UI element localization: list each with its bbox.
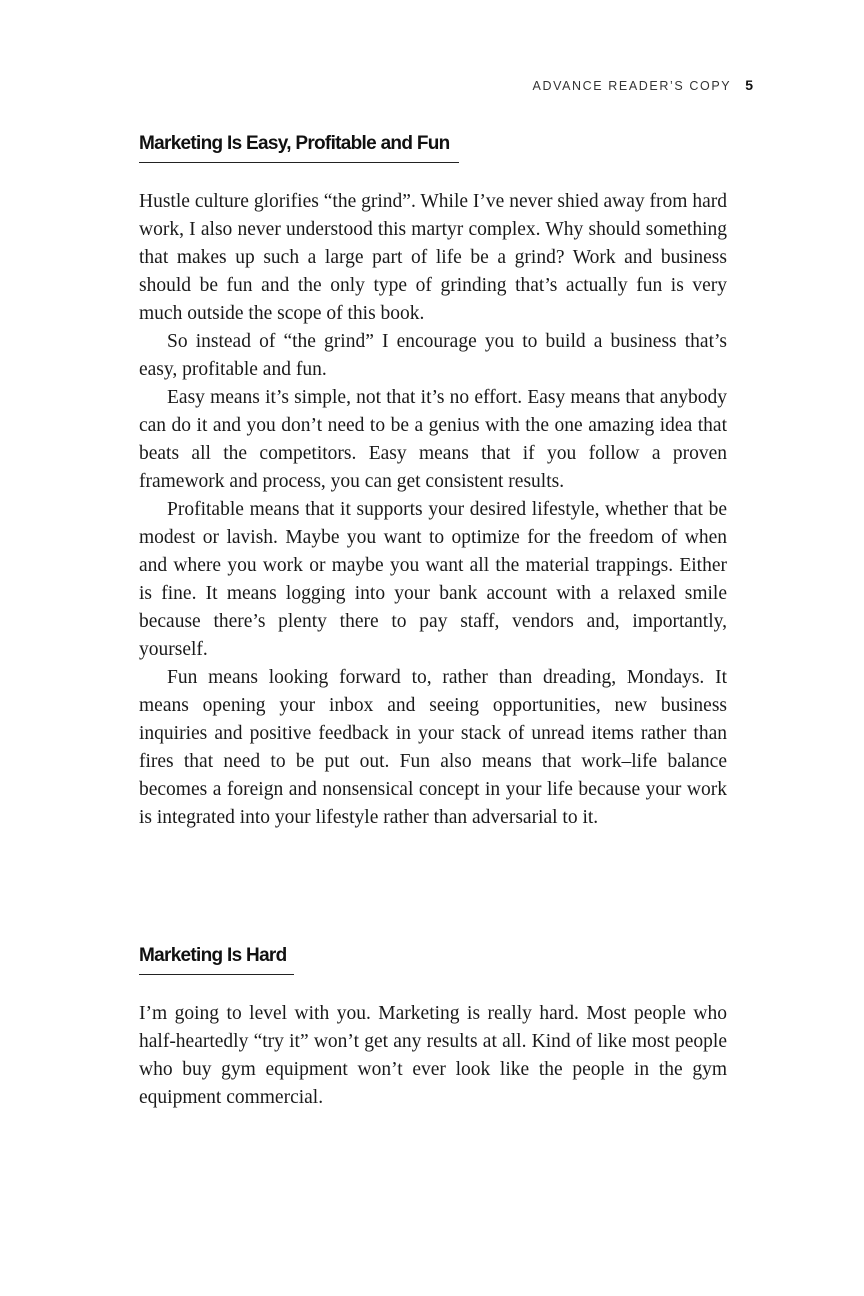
paragraph: Fun means looking forward to, rather than dreading, Mondays. It means opening your inbox and seeing opportunities, new business inquiries and positive feedback in your stack of unread items rather than fires that need to be put out. Fun also means that work–life balance becomes a foreign and nonsensical concept in your life because your work is integrated into your lifestyle rather than adversarial to it. xyxy=(139,667,727,828)
running-head xyxy=(533,77,753,93)
section-body-easy-profitable-fun xyxy=(139,188,727,832)
section-heading-container xyxy=(139,133,727,163)
page-number: 5 xyxy=(745,77,753,93)
paragraph: So instead of “the grind” I encourage you to build a business that’s easy, profitable and fun. xyxy=(139,331,727,380)
section-heading-marketing-is-hard: Marketing Is Hard xyxy=(139,945,294,975)
paragraph: I’m going to level with you. Marketing is really hard. Most people who half-heartedly “try it” won’t get any results at all. Kind of like most people who buy gym equipment won’t ever look like the people in the gym equipment commercial. xyxy=(139,1003,727,1108)
running-head-title: ADVANCE READER’S COPY xyxy=(532,79,732,93)
section-heading-easy-profitable-fun: Marketing Is Easy, Profitable and Fun xyxy=(139,133,459,163)
paragraph: Hustle culture glorifies “the grind”. While I’ve never shied away from hard work, I also never understood this martyr complex. Why should something that makes up such a large part of life be a grind? Work and business should be fun and the only type of grinding that’s actually fun is very much outside the scope of this book. xyxy=(139,191,727,324)
section-body-marketing-is-hard xyxy=(139,1000,727,1112)
section-heading-container xyxy=(139,945,727,975)
paragraph: Profitable means that it supports your desired lifestyle, whether that be modest or lavish. Maybe you want to optimize for the freedom of when and where you work or maybe you want all the material trappings. Either is fine. It means logging into your bank account with a relaxed smile because there’s plenty there to pay staff, vendors and, importantly, yourself. xyxy=(139,499,727,660)
paragraph: Easy means it’s simple, not that it’s no effort. Easy means that anybody can do it and you don’t need to be a genius with the one amazing idea that beats all the competitors. Easy means that if you follow a proven framework and process, you can get consistent results. xyxy=(139,387,727,492)
